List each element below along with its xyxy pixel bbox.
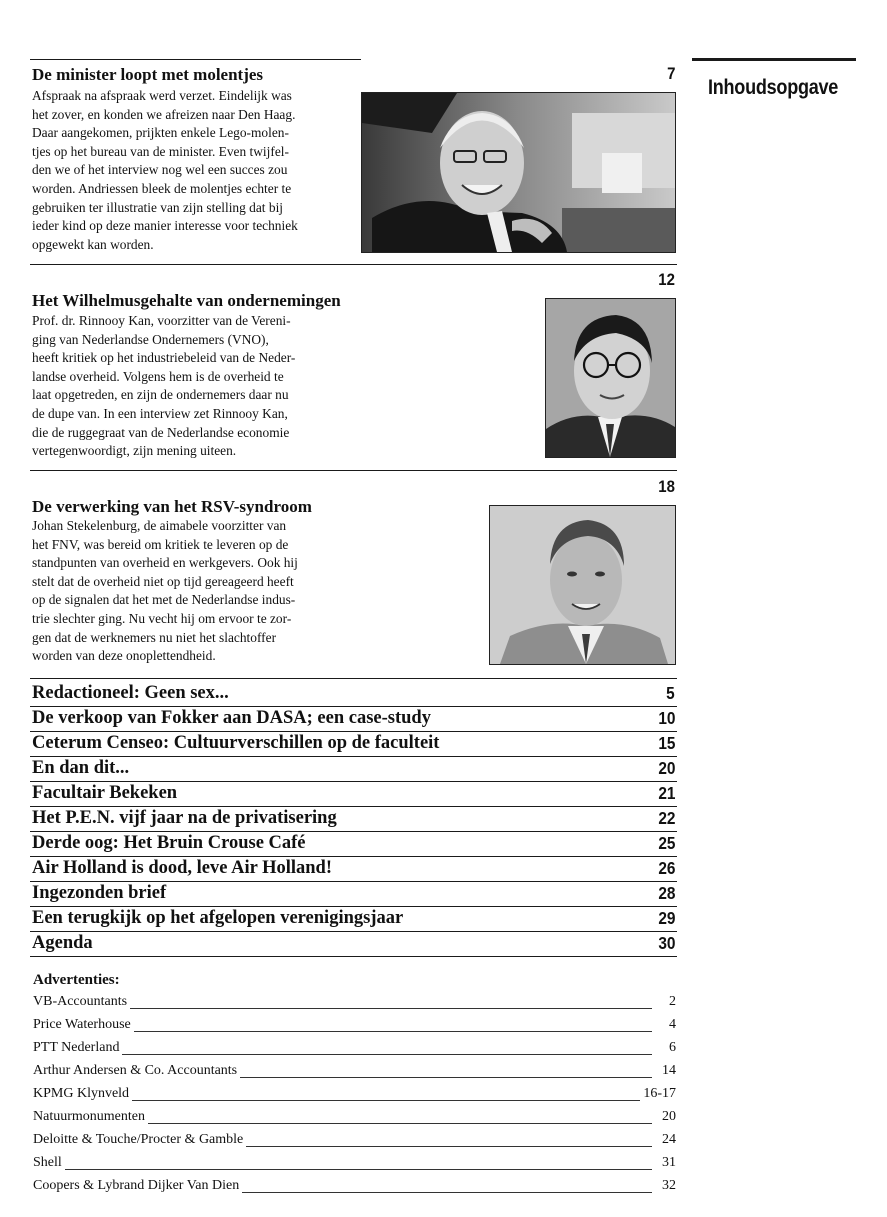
toc-item-page: 10 bbox=[657, 708, 675, 728]
ad-item-name: Arthur Andersen & Co. Accountants bbox=[33, 1063, 240, 1079]
ad-item-name: Coopers & Lybrand Dijker Van Dien bbox=[33, 1178, 242, 1194]
toc-item-page: 15 bbox=[657, 733, 675, 753]
feature-page-number: 7 bbox=[666, 64, 675, 83]
ad-item[interactable] bbox=[33, 1086, 676, 1109]
ad-item[interactable] bbox=[33, 1040, 676, 1063]
summary-line: laat opgetreden, en zijn de ondernemers daar nu bbox=[32, 387, 289, 403]
feature-rule-bottom bbox=[30, 470, 677, 471]
feature-title: Het Wilhelmusgehalte van ondernemingen bbox=[32, 291, 341, 310]
toc-item-title: De verkoop van Fokker aan DASA; een case-study bbox=[32, 708, 431, 728]
toc-item-page: 21 bbox=[657, 783, 675, 803]
summary-line: gebruiken ter illustratie van zijn stelling dat bij bbox=[32, 199, 284, 215]
ad-item-page: 4 bbox=[666, 1017, 676, 1033]
ad-leader-line bbox=[33, 1054, 652, 1055]
toc-item-page: 5 bbox=[666, 683, 675, 703]
toc-rule-top bbox=[30, 678, 677, 679]
feature-rule-bottom bbox=[30, 264, 677, 265]
toc-item[interactable] bbox=[30, 907, 677, 932]
summary-line: stelt dat de overheid niet op tijd gereageerd heeft bbox=[32, 573, 294, 589]
summary-line: Johan Stekelenburg, de aimabele voorzitter van bbox=[32, 518, 287, 533]
toc-item[interactable] bbox=[30, 832, 677, 857]
summary-line: opgewekt kan worden. bbox=[32, 236, 154, 252]
ad-item-page: 32 bbox=[659, 1178, 676, 1194]
toc-item-title: Ingezonden brief bbox=[32, 883, 167, 903]
ad-item-name: Shell bbox=[33, 1155, 65, 1171]
toc-item-page: 29 bbox=[657, 908, 675, 928]
toc-item-title: Ceterum Censeo: Cultuurverschillen op de faculteit bbox=[32, 733, 440, 753]
summary-line: gen dat de werknemers nu niet het slachtoffer bbox=[32, 629, 277, 645]
toc-item-title: En dan dit... bbox=[32, 758, 130, 778]
summary-line: op de signalen dat het met de Nederlandse indus- bbox=[32, 592, 296, 608]
toc-item[interactable] bbox=[30, 807, 677, 832]
summary-line: worden. Andriessen bleek de molentjes echter te bbox=[32, 180, 292, 196]
ad-item-page: 20 bbox=[659, 1109, 676, 1125]
summary-line: standpunten van overheid en werkgevers. Ook hij bbox=[32, 555, 298, 571]
toc-item[interactable] bbox=[30, 882, 677, 907]
rinnooy-kan-photo bbox=[545, 298, 676, 458]
feature-summary bbox=[32, 312, 295, 461]
toc-item-title: Derde oog: Het Bruin Crouse Café bbox=[32, 833, 306, 853]
minister-portrait-image bbox=[362, 93, 675, 252]
summary-line: ging van Nederlandse Ondernemers (VNO), bbox=[32, 331, 269, 347]
summary-line: heeft kritiek op het industriebeleid van de Neder- bbox=[32, 350, 296, 366]
ad-item-page: 16-17 bbox=[640, 1086, 676, 1102]
ad-leader-line bbox=[33, 1169, 652, 1170]
summary-line: worden van deze onoplettendheid. bbox=[32, 648, 216, 664]
ad-item[interactable] bbox=[33, 1017, 676, 1040]
summary-line: de dupe van. In een interview zet Rinnooy Kan, bbox=[32, 405, 288, 421]
rinnooy-kan-portrait-image bbox=[546, 299, 675, 457]
toc-item-title: Agenda bbox=[32, 933, 93, 953]
toc-item-page: 22 bbox=[657, 808, 675, 828]
summary-line: Afspraak na afspraak werd verzet. Eindelijk was bbox=[32, 88, 292, 103]
summary-line: ieder kind op deze manier interesse voor techniek bbox=[32, 218, 298, 234]
toc-item[interactable] bbox=[30, 757, 677, 782]
toc-item-page: 20 bbox=[657, 758, 675, 778]
summary-line: het zover, en konden we afreizen naar Den Haag. bbox=[32, 106, 296, 122]
ad-item-name: PTT Nederland bbox=[33, 1040, 122, 1056]
ad-item[interactable] bbox=[33, 1178, 676, 1201]
toc-item[interactable] bbox=[30, 682, 677, 707]
feature-title: De verwerking van het RSV-syndroom bbox=[32, 497, 312, 516]
feature-summary bbox=[32, 87, 298, 254]
ad-item-page: 14 bbox=[659, 1063, 676, 1079]
toc-item-title: Facultair Bekeken bbox=[32, 783, 178, 803]
toc-item[interactable] bbox=[30, 932, 677, 957]
ads-heading: Advertenties: bbox=[33, 972, 120, 988]
ad-item[interactable] bbox=[33, 1132, 676, 1155]
toc-rule bbox=[30, 956, 677, 957]
toc-item-page: 26 bbox=[657, 858, 675, 878]
summary-line: die de ruggegraat van de Nederlandse economie bbox=[32, 424, 290, 440]
feature-title: De minister loopt met molentjes bbox=[32, 65, 264, 84]
feature-page-number: 18 bbox=[658, 477, 675, 496]
ad-item-page: 31 bbox=[659, 1155, 676, 1171]
ad-item-page: 6 bbox=[666, 1040, 676, 1056]
ad-item[interactable] bbox=[33, 1155, 676, 1178]
feature-rule-top bbox=[30, 59, 361, 60]
summary-line: landse overheid. Volgens hem is de overheid te bbox=[32, 368, 284, 384]
feature-page-number: 12 bbox=[658, 270, 675, 289]
toc-item[interactable] bbox=[30, 857, 677, 882]
summary-line: het FNV, was bereid om kritiek te leveren op de bbox=[32, 536, 289, 552]
summary-line: trie slechter ging. Nu vecht hij om ervoor te zor- bbox=[32, 610, 292, 626]
toc-item-title: Redactioneel: Geen sex... bbox=[32, 683, 229, 703]
ad-item-page: 24 bbox=[659, 1132, 676, 1148]
sidebar-rule bbox=[692, 58, 856, 61]
minister-photo bbox=[361, 92, 676, 253]
ad-item[interactable] bbox=[33, 1063, 676, 1086]
ad-item-name: Deloitte & Touche/Procter & Gamble bbox=[33, 1132, 246, 1148]
ad-item-name: Price Waterhouse bbox=[33, 1017, 134, 1033]
summary-line: vertegenwoordigt, zijn mening uiteen. bbox=[32, 443, 237, 459]
toc-item[interactable] bbox=[30, 732, 677, 757]
toc-item-title: Air Holland is dood, leve Air Holland! bbox=[32, 858, 332, 878]
ad-item-page: 2 bbox=[666, 994, 676, 1010]
toc-item[interactable] bbox=[30, 707, 677, 732]
toc-item-page: 30 bbox=[657, 933, 675, 953]
summary-line: tjes op het bureau van de minister. Even twijfel- bbox=[32, 143, 289, 159]
summary-line: Daar aangekomen, prijkten enkele Lego-molen- bbox=[32, 125, 289, 141]
toc-item-page: 25 bbox=[657, 833, 675, 853]
ad-item-name: VB-Accountants bbox=[33, 994, 130, 1010]
ad-item[interactable] bbox=[33, 1109, 676, 1132]
ad-item-name: KPMG Klynveld bbox=[33, 1086, 132, 1102]
feature-summary bbox=[32, 517, 298, 666]
page-title: Inhoudsopgave bbox=[708, 76, 839, 99]
toc-item-page: 28 bbox=[657, 883, 675, 903]
ad-item[interactable] bbox=[33, 994, 676, 1017]
toc-item-title: Een terugkijk op het afgelopen verenigingsjaar bbox=[32, 908, 404, 928]
toc-item-title: Het P.E.N. vijf jaar na de privatisering bbox=[32, 808, 337, 828]
summary-line: den we of het interview nog wel een succes zou bbox=[32, 162, 288, 178]
stekelenburg-photo bbox=[489, 505, 676, 665]
stekelenburg-portrait-image bbox=[490, 506, 675, 664]
summary-line: Prof. dr. Rinnooy Kan, voorzitter van de Vereni- bbox=[32, 313, 291, 328]
toc-item[interactable] bbox=[30, 782, 677, 807]
ad-item-name: Natuurmonumenten bbox=[33, 1109, 148, 1125]
